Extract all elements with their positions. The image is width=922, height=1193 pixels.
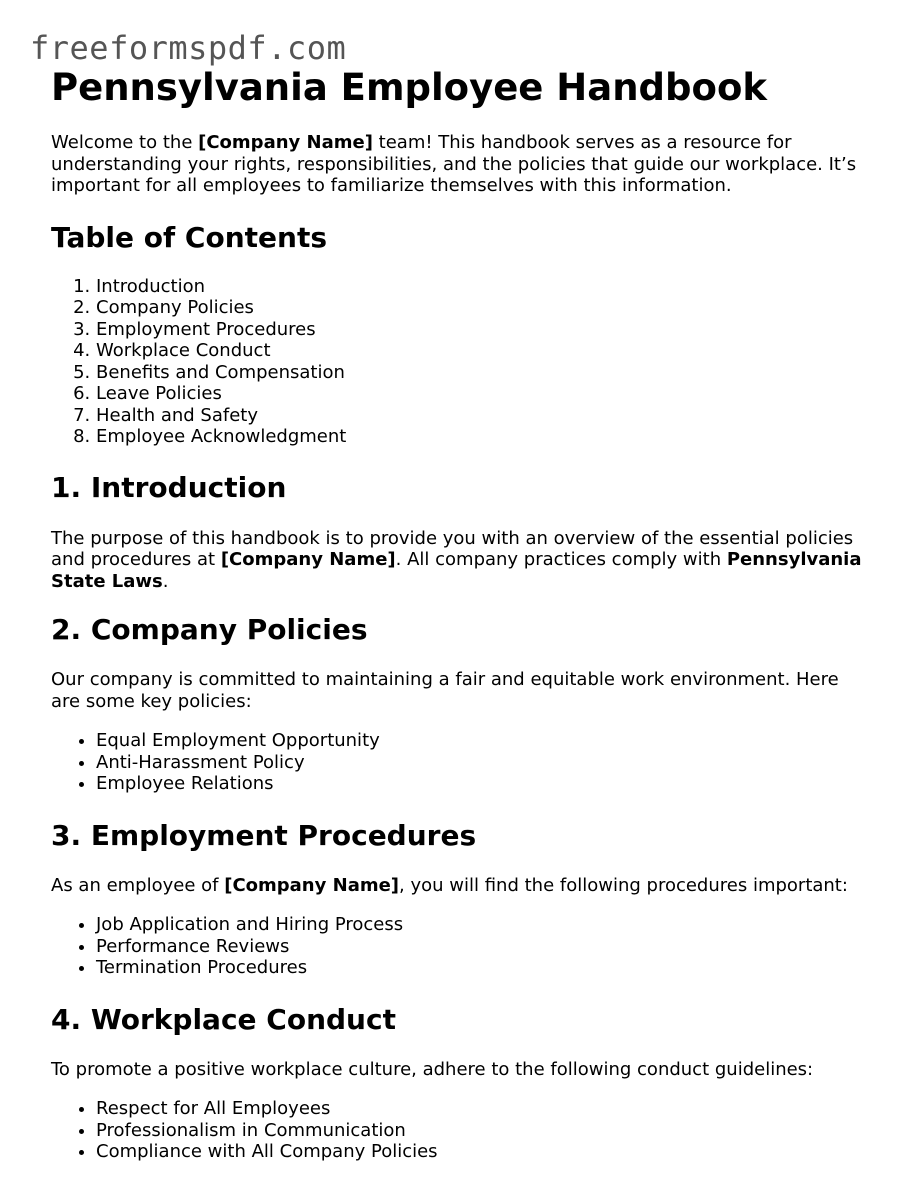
section-workplace-conduct-heading: 4. Workplace Conduct [51,1002,396,1036]
list-item: • Equal Employment Opportunity [96,730,871,752]
employment-procedures-paragraph [51,875,871,897]
company-name-placeholder: [Company Name] [224,874,400,896]
company-name-placeholder: [Company Name] [198,132,373,153]
toc-item: 4. Workplace Conduct [96,340,871,362]
handbook-document [51,64,871,1163]
toc-item: 1. Introduction [96,276,871,298]
toc-item: 2. Company Policies [96,297,871,319]
workplace-conduct-paragraph: To promote a positive workplace culture, adhere to the following conduct guidelines: [51,1058,814,1080]
company-policies-paragraph: Our company is committed to maintaining a fair and equitable work environment. Here are some key policies: [51,669,839,712]
toc-item: 3. Employment Procedures [96,319,871,341]
section-company-policies-heading: 2. Company Policies [51,613,368,646]
document-title: Pennsylvania Employee Handbook [51,66,767,109]
list-item: • Compliance with All Company Policies [96,1141,871,1163]
toc-item: 8. Employee Acknowledgment [96,426,871,448]
toc-heading: Table of Contents [51,220,328,254]
employment-procedures-list [51,914,871,979]
introduction-text-start: The purpose of this handbook is to provide you with an overview of the essential policies and procedures at [51,527,854,570]
procedures-text-start: As an employee of [51,874,225,896]
list-item: • Respect for All Employees [96,1098,871,1120]
site-watermark: freeformspdf.com [30,29,347,67]
list-item: • Termination Procedures [96,957,871,979]
introduction-paragraph [51,528,871,593]
toc-item: 7. Health and Safety [96,405,871,427]
workplace-conduct-list [51,1098,871,1163]
list-item: • Performance Reviews [96,936,871,958]
introduction-text-middle: . All company practices comply with [395,549,727,570]
section-employment-procedures-heading: 3. Employment Procedures [51,818,477,852]
state-laws-emphasis: Pennsylvania State Laws [51,549,862,592]
list-item: • Job Application and Hiring Process [96,914,871,936]
section-introduction-heading: 1. Introduction [51,470,287,504]
toc-list [51,276,871,448]
list-item: • Anti-Harassment Policy [96,752,871,774]
list-item: • Employee Relations [96,773,871,795]
company-policies-list [51,730,871,795]
company-name-placeholder: [Company Name] [220,549,396,570]
list-item: • Professionalism in Communication [96,1120,871,1142]
toc-item: 5. Benefits and Compensation [96,362,871,384]
procedures-text-end: , you will find the following procedures important: [399,874,848,896]
welcome-paragraph [51,132,871,197]
introduction-text-end: . [162,570,169,592]
welcome-text-end: team! This handbook serves as a resource for understanding your rights, responsibilities, and the policies that guide our workplace. It’s important for all employees to familiarize themselves with this information. [51,132,857,196]
welcome-text-start: Welcome to the [51,132,199,153]
toc-item: 6. Leave Policies [96,383,871,405]
